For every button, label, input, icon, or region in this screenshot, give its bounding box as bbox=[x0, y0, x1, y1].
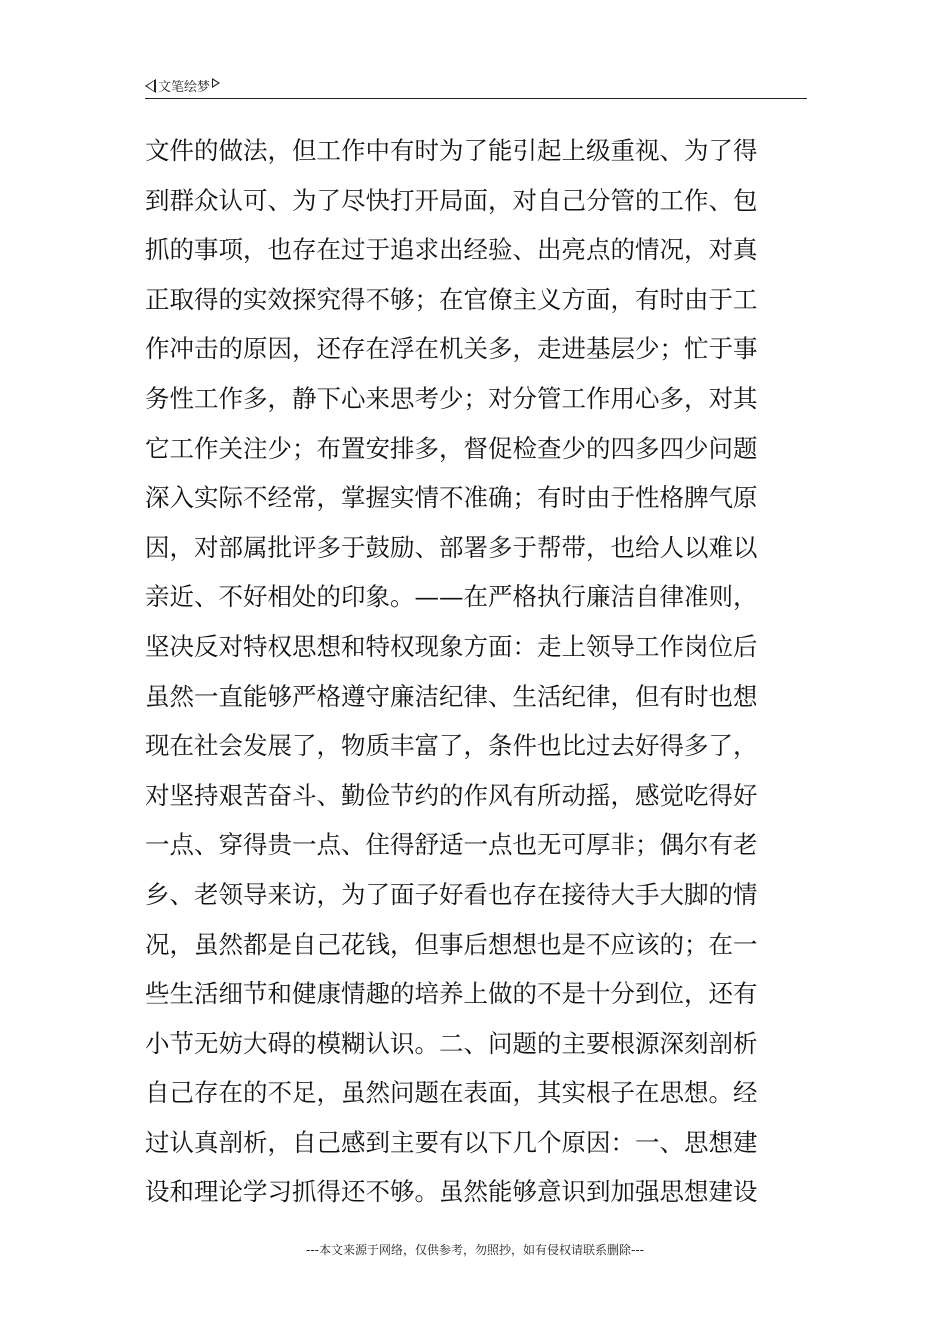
page-footer: ---本文来源于网络，仅供参考，勿照抄，如有侵权请联系删除--- bbox=[306, 1243, 644, 1257]
body-line: 文件的做法，但工作中有时为了能引起上级重视、为了得 bbox=[145, 136, 758, 165]
body-line: 正取得的实效探究得不够；在官僚主义方面，有时由于工 bbox=[145, 284, 758, 314]
body-line: 它工作关注少；布置安排多，督促检查少的四多四少问题 bbox=[145, 433, 758, 463]
body-line: 务性工作多，静下心来思考少；对分管工作用心多，对其 bbox=[145, 383, 758, 413]
body-line: 虽然一直能够严格遵守廉洁纪律、生活纪律，但有时也想 bbox=[145, 681, 758, 711]
body-line: 坚决反对特权思想和特权现象方面：走上领导工作岗位后 bbox=[145, 631, 758, 661]
body-line: 小节无妨大碍的模糊认识。二、问题的主要根源深刻剖析 bbox=[145, 1028, 758, 1058]
body-line: 过认真剖析，自己感到主要有以下几个原因：一、思想建 bbox=[145, 1127, 758, 1157]
document-body bbox=[145, 126, 809, 1217]
body-line: 一点、穿得贵一点、住得舒适一点也无可厚非；偶尔有老 bbox=[145, 830, 758, 860]
header-title-group bbox=[145, 76, 220, 95]
body-line: 乡、老领导来访，为了面子好看也存在接待大手大脚的情 bbox=[145, 879, 758, 909]
page-header bbox=[145, 72, 807, 99]
body-line: 亲近、不好相处的印象。——在严格执行廉洁自律准则， bbox=[145, 582, 758, 612]
left-triangle-icon bbox=[145, 79, 156, 93]
body-line: 自己存在的不足，虽然问题在表面，其实根子在思想。经 bbox=[145, 1078, 758, 1108]
body-line: 况，虽然都是自己花钱，但事后想想也是不应该的；在一 bbox=[145, 929, 758, 959]
body-line: 设和理论学习抓得还不够。虽然能够意识到加强思想建设 bbox=[145, 1177, 758, 1207]
right-triangle-icon bbox=[212, 78, 220, 88]
body-line: 作冲击的原因，还存在浮在机关多，走进基层少；忙于事 bbox=[145, 334, 758, 364]
body-line: 抓的事项，也存在过于追求出经验、出亮点的情况，对真 bbox=[145, 235, 758, 265]
body-line: 些生活细节和健康情趣的培养上做的不是十分到位，还有 bbox=[145, 979, 758, 1009]
body-line: 对坚持艰苦奋斗、勤俭节约的作风有所动摇，感觉吃得好 bbox=[145, 780, 758, 810]
body-line: 到群众认可、为了尽快打开局面，对自己分管的工作、包 bbox=[145, 185, 758, 215]
body-line: 因，对部属批评多于鼓励、部署多于帮带，也给人以难以 bbox=[145, 532, 758, 562]
header-title: 文笔绘梦 bbox=[158, 80, 211, 95]
body-line: 深入实际不经常，掌握实情不准确；有时由于性格脾气原 bbox=[145, 483, 758, 513]
body-line: 现在社会发展了，物质丰富了，条件也比过去好得多了， bbox=[145, 731, 758, 761]
